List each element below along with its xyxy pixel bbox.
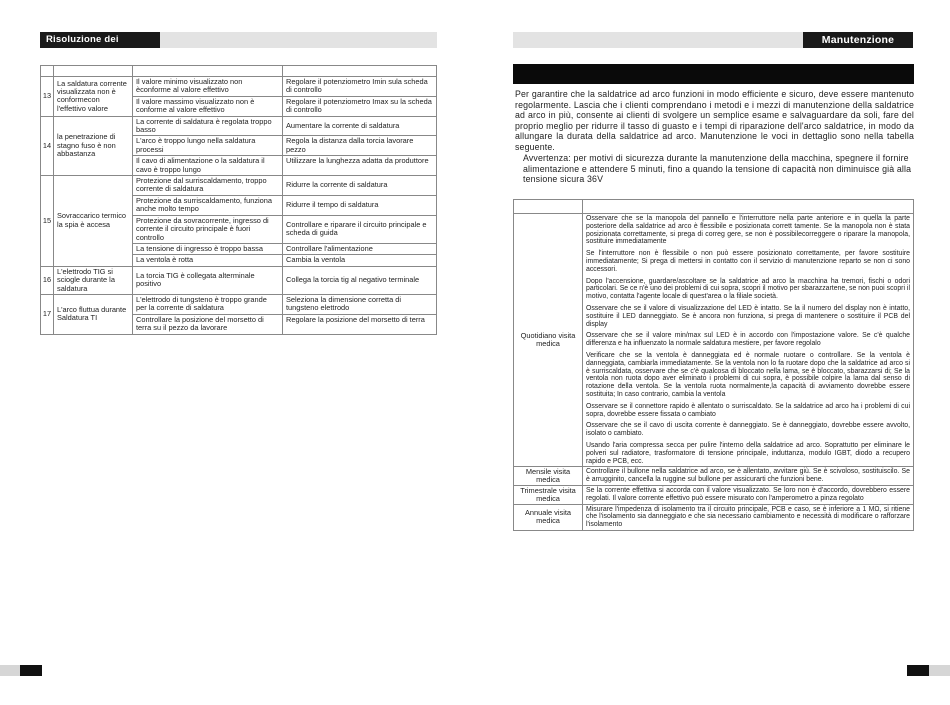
left-header-bar — [40, 32, 437, 61]
cause-cell: Protezione dal surriscaldamento, troppo corrente di saldatura — [133, 176, 283, 196]
solution-cell: Ridurre la corrente di saldatura — [283, 176, 437, 196]
frequency-quarterly: Trimestrale visita medica — [514, 485, 583, 504]
daily-check-item: Osservare che se la manopola del pannello e l'interruttore nella parte anteriore e in quella la parte posteriore della saldatrice ad arco è flessibile e posizionata corrett tamente. Se la manopola non è stata posizionata correttamente, si prega di correg gere, se non è possibilecorreggere o riparare la manopola, sostituire immediatamente — [586, 215, 910, 246]
left-page-tab-mark — [20, 665, 42, 676]
daily-check-item: Dopo l'accensione, guardare/ascoltare se la saldatrice ad arco la macchina ha tremori, fischi o odori particolari. Se ce n'è uno dei problemi di cui sopra, scopri il motivo per sbarazzartene, se non puoi scopri il motivo, contatta l'agente locale di quest'area o la filiale società. — [586, 277, 910, 301]
cause-cell: Protezione da surriscaldamento, funziona anche molto tempo — [133, 195, 283, 215]
solution-cell: Controllare l'alimentazione — [283, 243, 437, 254]
problem-number: 13 — [41, 77, 54, 117]
table-row — [514, 467, 914, 486]
frequency-yearly: Annuale visita medica — [514, 504, 583, 530]
solution-cell: Regolare il potenziometro Imin sula scheda di controllo — [283, 77, 437, 97]
solution-cell: Seleziona la dimensione corretta di tungsteno elettrodo — [283, 294, 437, 314]
daily-check-item: Osservare che se il valore di visualizzazione del LED è intatto. Se la il numero del display non è intatto, sostituire il LED danneggiato. Se è ancora non funziona, si prega di mantenere o sostituire il PCB del display — [586, 304, 910, 328]
frequency-monthly: Mensile visita medica — [514, 467, 583, 486]
cause-cell: L'elettrodo di tungsteno è troppo grande per la corrente di saldatura — [133, 294, 283, 314]
cause-cell: Protezione da sovracorrente, ingresso di corrente il circuito principale è fuori controllo — [133, 215, 283, 243]
cause-cell: Il valore massimo visualizzato non è conforme al valore effettivo — [133, 96, 283, 116]
daily-check-item: Osservare se il connettore rapido è allentato o surriscaldato. Se la saldatrice ad arco ha i problemi di cui sopra, dovrebbe essere fissata o cambiato — [586, 402, 910, 418]
daily-check-item: Se l'interruttore non è flessibile o non può essere posizionato correttamente, per favore sostituire immediatamente; Si prega di mettersi in contatto con il servizio di manutenzione reparto se non ci sono accessori. — [586, 250, 910, 273]
monthly-check: Controllare il bullone nella saldatrice ad arco, se è allentato, avvitare giù. Se è scivoloso, sostituiscilo. Se è arrugginito, cancella la ruggine sul bullone per assicurarti che funzioni bene. — [583, 467, 914, 486]
problem-description: La saldatura corrente visualizzata non è conformecon l'effettivo valore — [54, 77, 133, 117]
table-row — [41, 116, 437, 136]
cause-cell: L'arco è troppo lungo nella saldatura processi — [133, 136, 283, 156]
right-header-title: Manutenzione — [803, 32, 913, 48]
right-header-bar — [513, 32, 913, 48]
solution-cell: Cambia la ventola — [283, 255, 437, 266]
solution-cell: Regolare la posizione del morsetto di terra — [283, 314, 437, 334]
cause-cell: La torcia TIG è collegata alterminale positivo — [133, 266, 283, 294]
daily-checks — [583, 214, 914, 467]
solution-cell: Collega la torcia tig al negativo terminale — [283, 266, 437, 294]
troubleshooting-table — [40, 65, 437, 335]
problem-number: 14 — [41, 116, 54, 175]
solution-cell: Regola la distanza dalla torcia lavorare pezzo — [283, 136, 437, 156]
left-page-tab — [0, 665, 42, 676]
table-row — [514, 504, 914, 530]
problem-description: Sovraccarico termico la spia è accesa — [54, 176, 133, 267]
maintenance-intro: Per garantire che la saldatrice ad arco funzioni in modo efficiente e sicuro, deve essere mantenuto regolarmente. Lascia che i clienti comprendano i metodi e i mezzi di manutenzione della saldatrice ad arco in più, consente ai clienti di svolgere un semplice esame e salvaguardare da soli, fare del proprio meglio per ridurre il tasso di guasto e i tempi di riparazione dell'arco saldatrice, in modo da allungare la durata della saldatrice ad arco. Manutenzione le voci in dettaglio sono nella tabella seguente. — [515, 89, 914, 152]
left-header-title: Risoluzione dei problemi — [40, 32, 160, 48]
problem-number: 17 — [41, 294, 54, 334]
solution-cell: Aumentare la corrente di saldatura — [283, 116, 437, 136]
cause-cell: Controllare la posizione del morsetto di terra su il pezzo da lavorare — [133, 314, 283, 334]
daily-check-item: Osservare che se il valore min/max sul LED è in accordo con l'impostazione valore. Se c'è qualche differenza e ha influenzato la normale saldatura mestiere, per favore regolalo — [586, 332, 910, 348]
solution-cell: Utilizzare la lunghezza adatta da produttore — [283, 156, 437, 176]
frequency-daily: Quotidiano visita medica — [514, 214, 583, 467]
table-row — [41, 77, 437, 97]
quarterly-check: Se la corrente effettiva si accorda con il valore visualizzato. Se loro non è d'accordo, dovrebbero essere regolati. Il valore corrente effettivo può essere misurato con l'amperometro a pinza regolato — [583, 485, 914, 504]
daily-check-item: Usando l'aria compressa secca per pulire l'interno della saldatrice ad arco. Soprattutto per eliminare le polveri sul radiatore, trasformatore di tensione principale, induttanza, modulo IGBT, diodo a recupero rapido e PCB, ecc. — [586, 441, 910, 465]
problem-number: 15 — [41, 176, 54, 267]
right-page-tab-mark — [907, 665, 929, 676]
cause-cell: La ventola è rotta — [133, 255, 283, 266]
right-page — [475, 0, 950, 705]
table-row — [514, 214, 914, 467]
problem-number: 16 — [41, 266, 54, 294]
daily-check-item: Verificare che se la ventola è danneggiata ed è normale ruotare o controllare. Se la ventola è danneggiata, cambiarla immediatamente. Se la ventola non lo fa ruotare dopo che la saldatrice ad arco si è surriscaldata, osservare che se c'è qualcosa di bloccato nella lama, se è bloccato, sbarazzarsi di; Se la ventola non ruota dopo aver eliminato i problemi di cui sopra, è possibile colpire la lama dal senso di rotazione della ventola. Se la ventola ruota normalmente,la capacità di avviamento dovrebbe essere sostituita; In caso contrario, cambia la ventola — [586, 351, 910, 398]
solution-cell: Ridurre il tempo di saldatura — [283, 195, 437, 215]
table-header-row — [514, 200, 914, 214]
solution-cell: Regolare il potenziometro Imax su la scheda di controllo — [283, 96, 437, 116]
cause-cell: Il valore minimo visualizzato non èconforme al valore effettivo — [133, 77, 283, 97]
yearly-check: Misurare l'impedenza di isolamento tra il circuito principale, PCB e caso, se è inferiore a 1 MΩ, si ritiene che l'isolamento sia danneggiato e che sia necessario cambiamento e necessità di modificare o rafforzare l'isolamento — [583, 504, 914, 530]
table-header-row — [41, 66, 437, 77]
problem-description: la penetrazione di stagno fuso è non abbastanza — [54, 116, 133, 175]
table-row — [514, 485, 914, 504]
section-bar — [513, 64, 914, 84]
maintenance-table — [513, 199, 914, 531]
solution-cell: Controllare e riparare il circuito principale e scheda di guida — [283, 215, 437, 243]
cause-cell: Il cavo di alimentazione o la saldatura il cavo è troppo lungo — [133, 156, 283, 176]
cause-cell: La tensione di ingresso è troppo bassa — [133, 243, 283, 254]
safety-warning: Avvertenza: per motivi di sicurezza durante la manutenzione della macchina, spegnere il fornire alimentazione e attendere 5 minuti, fino a quando la tensione di capacità non diminuisce già alla tensione sicura 36V — [523, 153, 912, 185]
table-row — [41, 176, 437, 196]
table-row — [41, 266, 437, 294]
problem-description: L'elettrodo TIG si sciogle durante la saldatura — [54, 266, 133, 294]
right-page-tab — [907, 665, 950, 676]
table-row — [41, 294, 437, 314]
cause-cell: La corrente di saldatura è regolata troppo basso — [133, 116, 283, 136]
problem-description: L'arco fluttua durante Saldatura TI — [54, 294, 133, 334]
daily-check-item: Osservare che se il cavo di uscita corrente è danneggiato. Se è danneggiato, dovrebbe essere avvolto, isolato o cambiato. — [586, 422, 910, 438]
